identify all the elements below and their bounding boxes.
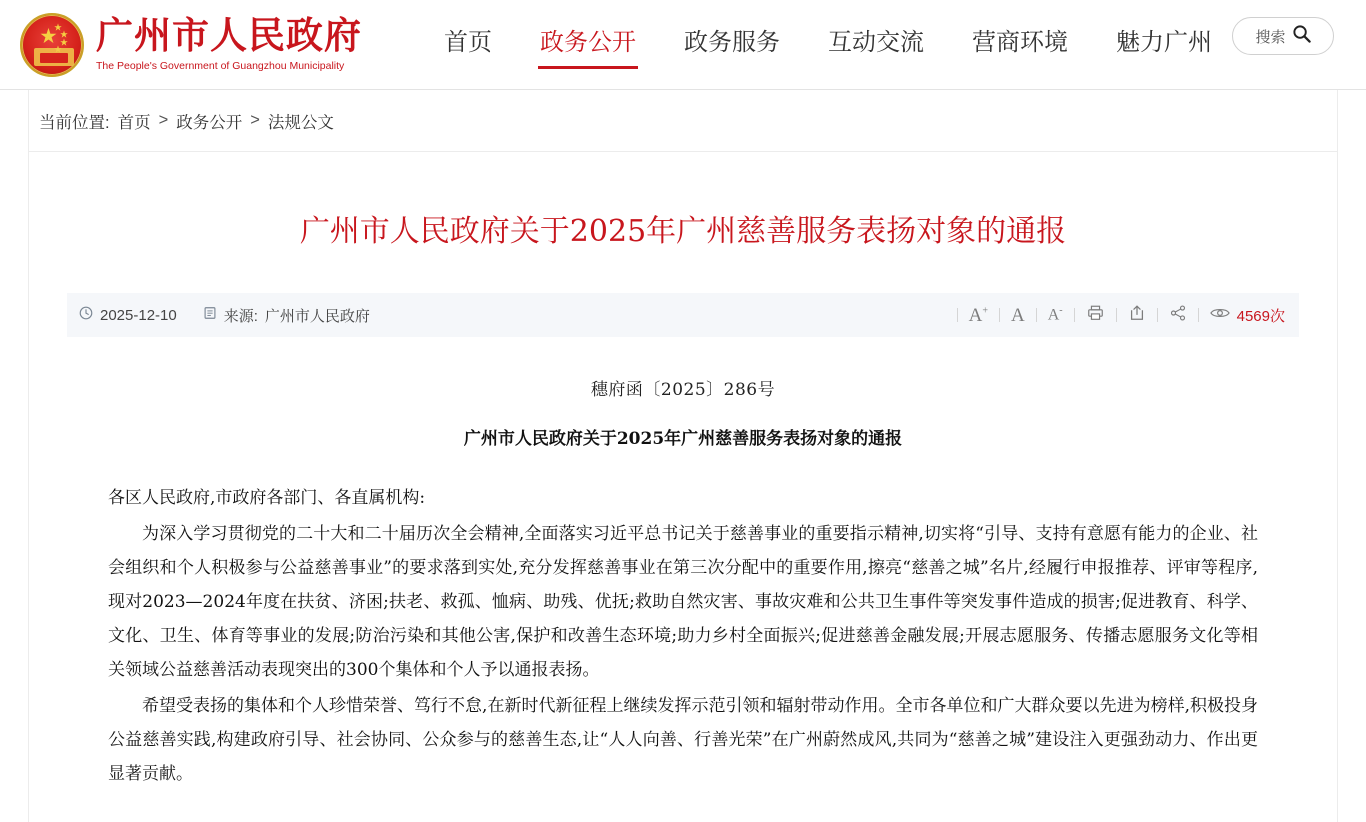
article-meta-bar xyxy=(67,293,1299,337)
breadcrumb-item-home[interactable]: 首页 xyxy=(117,113,151,132)
article-tools xyxy=(957,304,1285,326)
article-paragraph: 为深入学习贯彻党的二十大和二十届历次全会精神,全面落实习近平总书记关于慈善事业的重要指示精神,切实将“引导、支持有意愿有能力的企业、社会组织和个人积极参与公益慈善事业”的要求落到实处,充分发挥慈善事业在第三次分配中的重要作用,擦亮“慈善之城”名片,经履行申报推荐、评审等程序,现对2023—2024年度在扶贫、济困;扶老、救孤、恤病、助残、优抚;救助自然灾害、事故灾难和公共卫生事件等突发事件造成的损害;促进教育、科学、文化、卫生、体育等事业的发展;防治污染和其他公害,保护和改善生态环境;助力乡村全面振兴;促进慈善金融发展;开展志愿服务、传播志愿服务文化等相关领域公益慈善活动表现突出的300个集体和个人予以通报表扬。 xyxy=(108,524,1258,680)
search-icon[interactable] xyxy=(1292,24,1311,48)
article-paragraph: 各区人民政府,市政府各部门、各直属机构: xyxy=(108,488,426,508)
article-meta-left xyxy=(79,305,370,326)
font-large-label: A xyxy=(968,304,983,326)
breadcrumb xyxy=(29,90,1337,152)
content-container xyxy=(28,90,1338,822)
breadcrumb-label: 当前位置: xyxy=(39,113,110,132)
site-header xyxy=(0,0,1366,90)
view-counter xyxy=(1199,305,1285,326)
document-icon xyxy=(203,306,217,324)
export-icon xyxy=(1128,304,1146,326)
source-value: 广州市人民政府 xyxy=(264,307,370,325)
breadcrumb-separator: > xyxy=(158,111,169,129)
font-size-decrease-button[interactable] xyxy=(1037,304,1074,326)
clock-icon xyxy=(79,306,93,324)
share-button[interactable] xyxy=(1158,304,1198,326)
national-emblem-icon: ★ ★ ★ ★ xyxy=(20,13,84,77)
font-size-increase-button[interactable] xyxy=(958,304,999,326)
font-small-label: A xyxy=(1047,306,1060,324)
breadcrumb-item-disclosure[interactable]: 政务公开 xyxy=(176,113,243,132)
article-body xyxy=(108,449,1258,791)
font-small-sup: - xyxy=(1059,305,1063,317)
site-brand[interactable] xyxy=(20,13,380,77)
view-count-value: 4569次 xyxy=(1236,307,1285,325)
document-number: 穗府函〔2025〕286号 xyxy=(590,380,776,400)
print-button[interactable] xyxy=(1075,304,1116,326)
breadcrumb-item-current: 法规公文 xyxy=(267,113,334,132)
publish-date-value: 2025-12-10 xyxy=(100,306,177,324)
nav-item-government-disclosure[interactable]: 政务公开 xyxy=(538,16,638,73)
nav-item-business-environment[interactable]: 营商环境 xyxy=(972,29,1068,56)
source-label: 来源: xyxy=(223,307,258,325)
breadcrumb-separator: > xyxy=(250,111,260,129)
document-subtitle: 广州市人民政府关于2025年广州慈善服务表扬对象的通报 xyxy=(463,429,903,449)
eye-icon xyxy=(1210,306,1230,324)
share-icon xyxy=(1169,304,1187,326)
search-button[interactable] xyxy=(1232,17,1334,55)
main-navigation xyxy=(442,16,1214,73)
brand-text xyxy=(96,13,362,73)
search-label: 搜索 xyxy=(1255,28,1286,46)
article xyxy=(29,152,1337,791)
brand-title-cn: 广州市人民政府 xyxy=(96,13,362,58)
publish-date xyxy=(79,306,177,324)
font-large-sup: + xyxy=(982,305,988,317)
article-source xyxy=(203,305,370,326)
export-button[interactable] xyxy=(1117,304,1157,326)
nav-item-charming-guangzhou[interactable]: 魅力广州 xyxy=(1116,29,1212,56)
page-title: 广州市人民政府关于2025年广州慈善服务表扬对象的通报 xyxy=(299,214,1067,249)
nav-item-home[interactable]: 首页 xyxy=(444,29,492,56)
article-paragraph: 希望受表扬的集体和个人珍惜荣誉、笃行不怠,在新时代新征程上继续发挥示范引领和辐射带动作用。全市各单位和广大群众要以先进为榜样,积极投身公益慈善实践,构建政府引导、社会协同、公众参与的慈善生态,让“人人向善、行善光荣”在广州蔚然成风,共同为“慈善之城”建设注入更强劲动力、作出更显著贡献。 xyxy=(108,696,1258,784)
printer-icon xyxy=(1086,304,1105,326)
font-normal-label: A xyxy=(1010,304,1025,326)
nav-item-interaction[interactable]: 互动交流 xyxy=(828,29,924,56)
font-size-normal-button[interactable] xyxy=(1000,304,1036,326)
nav-item-government-services[interactable]: 政务服务 xyxy=(684,29,780,56)
brand-title-en: The People's Government of Guangzhou Municipality xyxy=(96,60,345,73)
